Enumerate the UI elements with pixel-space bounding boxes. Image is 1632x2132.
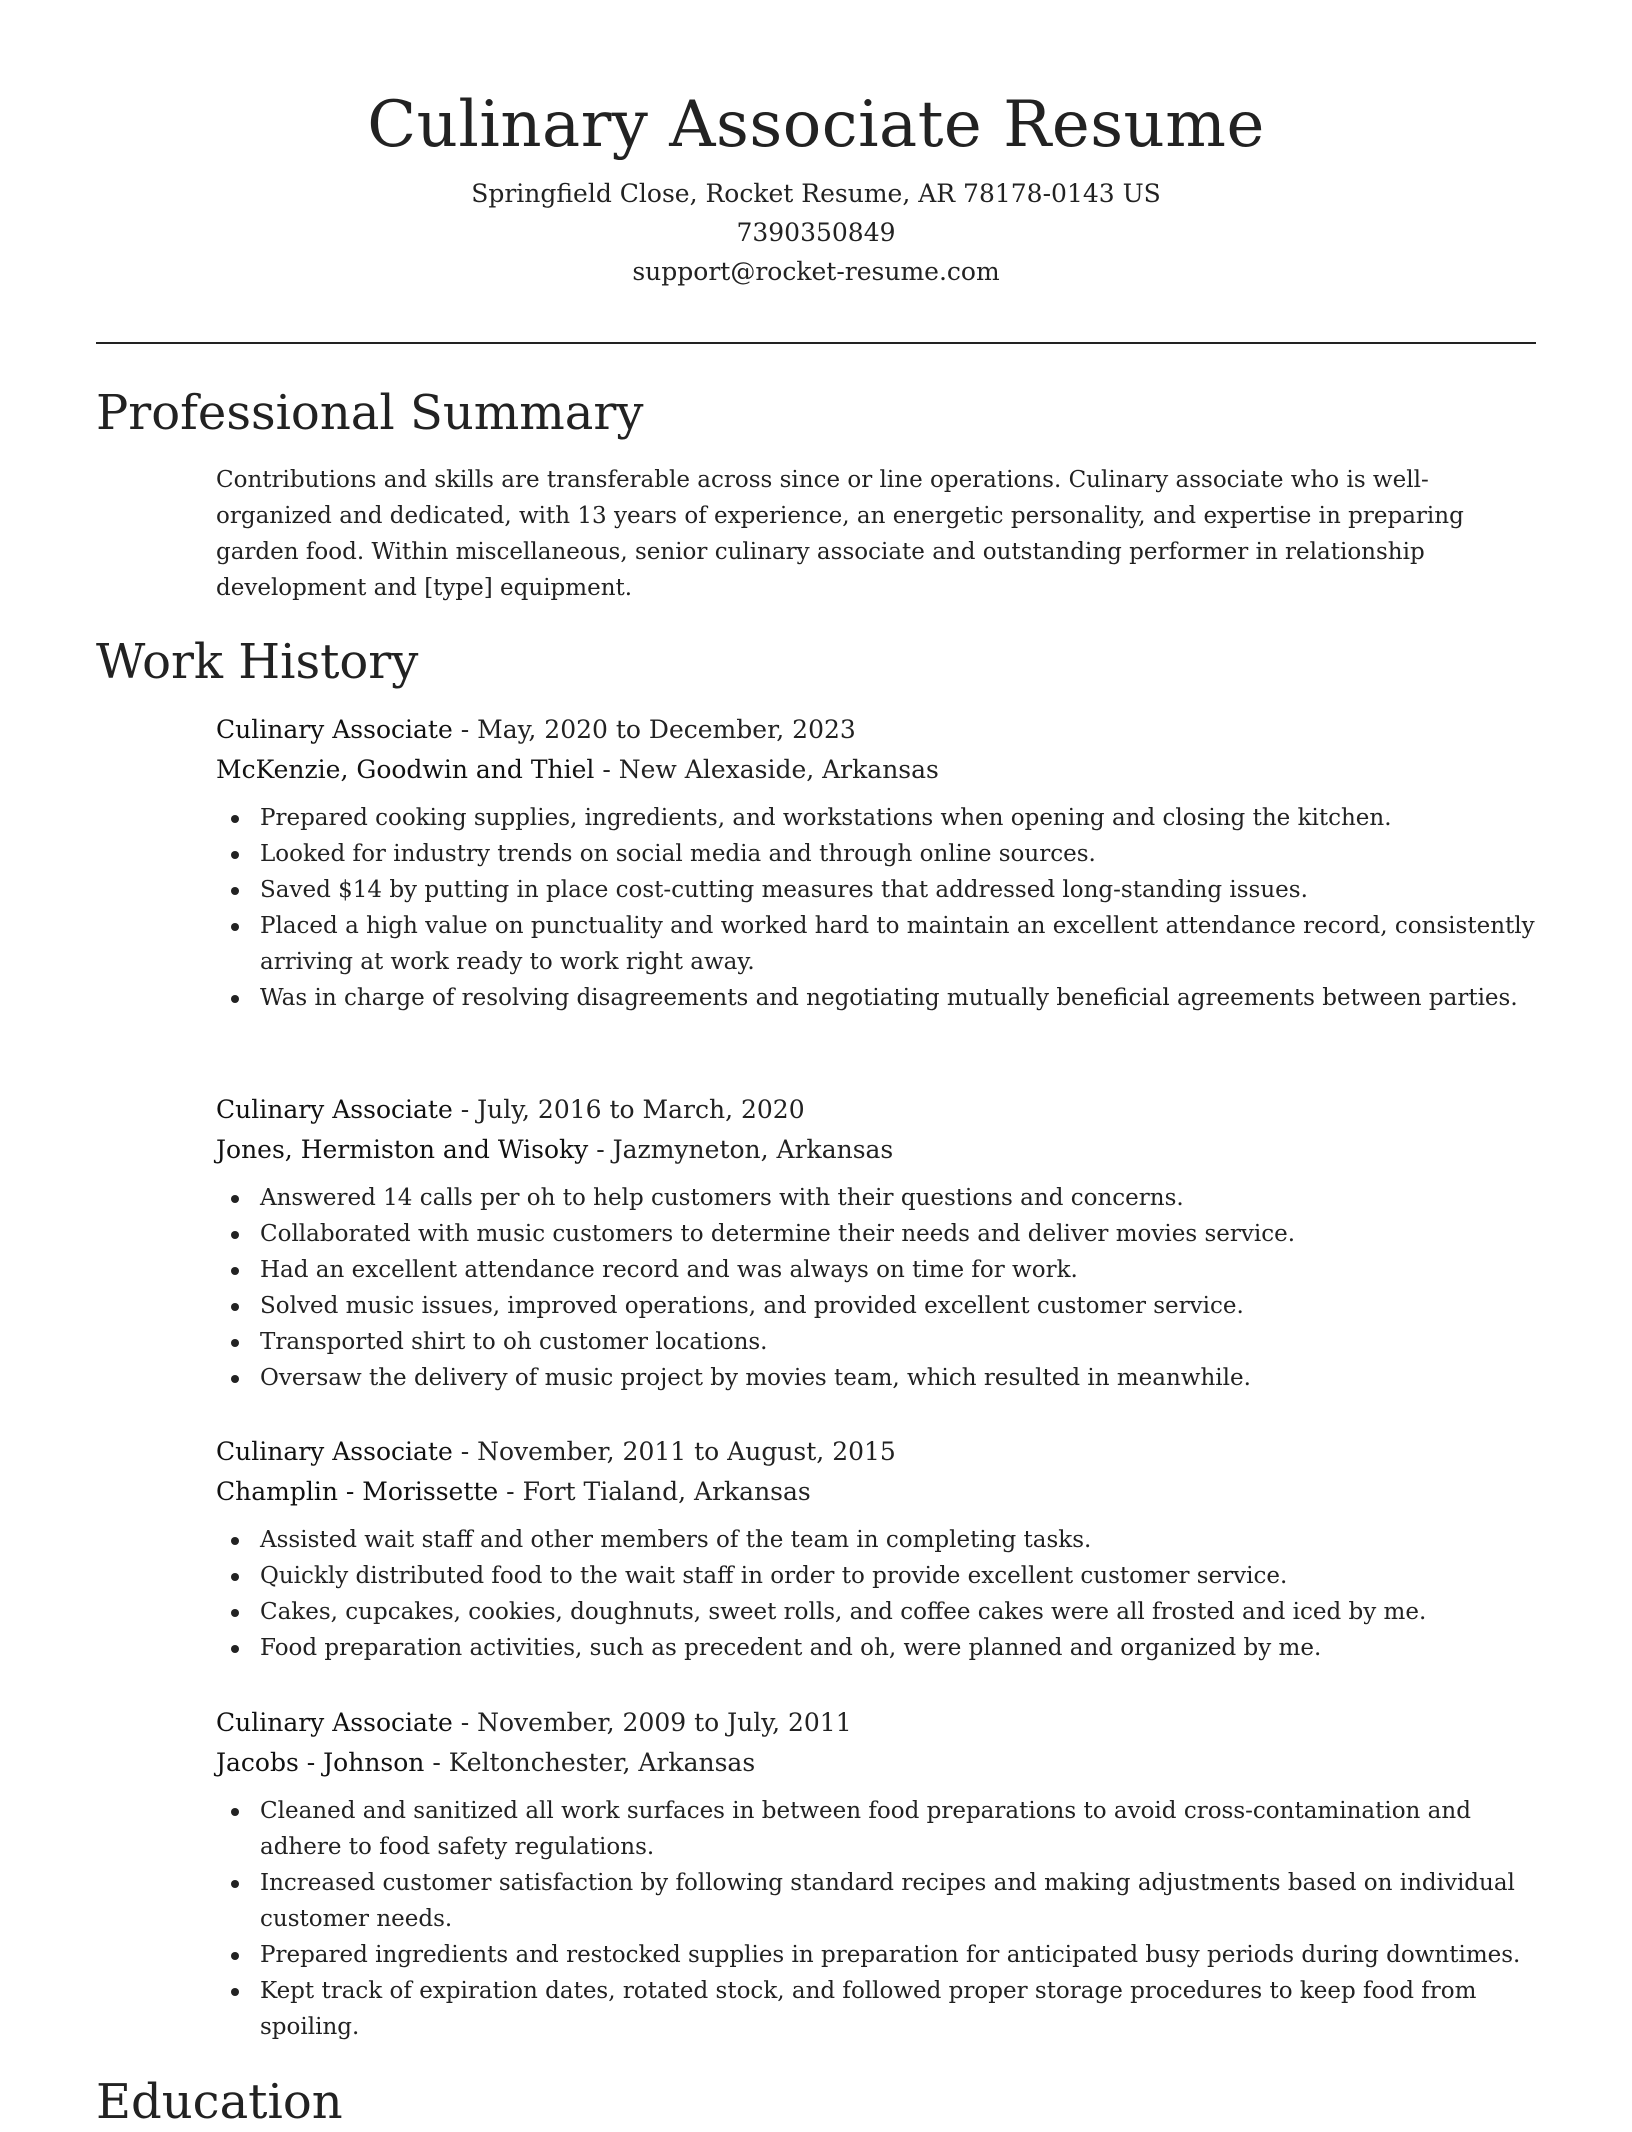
list-item: Cakes, cupcakes, cookies, doughnuts, sweet rolls, and coffee cakes were all frosted and iced by me. <box>260 1594 1546 1630</box>
job-entry <box>216 1090 1546 1396</box>
job-bullets <box>216 800 1546 1016</box>
list-item: Placed a high value on punctuality and worked hard to maintain an excellent attendance record, consistently arriving at work ready to work right away. <box>260 908 1546 980</box>
separator: - <box>588 1135 613 1164</box>
education-heading: Education <box>96 2074 343 2130</box>
separator: - <box>452 1708 478 1737</box>
resume-header <box>0 80 1632 291</box>
list-item: Was in charge of resolving disagreements and negotiating mutually beneficial agreements between parties. <box>260 980 1546 1016</box>
job-company-line <box>216 1743 1546 1783</box>
list-item: Oversaw the delivery of music project by movies team, which resulted in meanwhile. <box>260 1360 1546 1396</box>
list-item: Quickly distributed food to the wait staff in order to provide excellent customer service. <box>260 1558 1546 1594</box>
header-divider <box>96 342 1536 344</box>
job-company: McKenzie, Goodwin and Thiel <box>216 755 595 784</box>
list-item: Transported shirt to oh customer locations. <box>260 1324 1546 1360</box>
contact-address: Springfield Close, Rocket Resume, AR 78178-0143 US <box>471 179 1161 208</box>
list-item: Assisted wait staff and other members of the team in completing tasks. <box>260 1522 1546 1558</box>
job-entry <box>216 710 1546 1016</box>
contact-email: support@rocket-resume.com <box>632 257 1000 286</box>
job-title: Culinary Associate <box>216 1708 453 1737</box>
resume-title: Culinary Associate Resume <box>367 88 1265 162</box>
job-company: Jones, Hermiston and Wisoky <box>216 1135 589 1164</box>
job-company-line <box>216 750 1546 790</box>
job-title: Culinary Associate <box>216 1437 453 1466</box>
job-dates: May, 2020 to December, 2023 <box>477 715 856 744</box>
job-title-line <box>216 710 1546 750</box>
separator: - <box>452 1437 478 1466</box>
list-item: Answered 14 calls per oh to help customers with their questions and concerns. <box>260 1180 1546 1216</box>
job-company-line <box>216 1130 1546 1170</box>
job-dates: November, 2011 to August, 2015 <box>477 1437 896 1466</box>
job-bullets <box>216 1180 1546 1396</box>
job-company-line <box>216 1472 1546 1512</box>
job-title: Culinary Associate <box>216 1095 453 1124</box>
list-item: Prepared cooking supplies, ingredients, and workstations when opening and closing the kitchen. <box>260 800 1546 836</box>
list-item: Looked for industry trends on social media and through online sources. <box>260 836 1546 872</box>
job-company: Champlin - Morissette <box>216 1477 499 1506</box>
job-location: Keltonchester, Arkansas <box>448 1748 756 1777</box>
job-entry <box>216 1432 1546 1666</box>
job-entry <box>216 1703 1546 2045</box>
list-item: Saved $14 by putting in place cost-cutting measures that addressed long-standing issues. <box>260 872 1546 908</box>
job-title-line <box>216 1703 1546 1743</box>
job-location: Jazmyneton, Arkansas <box>612 1135 894 1164</box>
list-item: Cleaned and sanitized all work surfaces in between food preparations to avoid cross-contamination and adhere to food safety regulations. <box>260 1793 1546 1865</box>
separator: - <box>424 1748 449 1777</box>
separator: - <box>594 755 619 784</box>
job-bullets <box>216 1522 1546 1666</box>
job-dates: November, 2009 to July, 2011 <box>477 1708 852 1737</box>
job-title-line <box>216 1090 1546 1130</box>
job-title-line <box>216 1432 1546 1472</box>
separator: - <box>452 715 478 744</box>
job-location: Fort Tialand, Arkansas <box>522 1477 811 1506</box>
summary-text: Contributions and skills are transferable across since or line operations. Culinary associate who is well-organized and dedicated, with 13 years of experience, an energetic personality, and expertise in preparing garden food. Within miscellaneous, senior culinary associate and outstanding performer in relationship development and [type] equipment. <box>216 467 1464 601</box>
contact-phone: 7390350849 <box>736 218 896 247</box>
list-item: Collaborated with music customers to determine their needs and deliver movies service. <box>260 1216 1546 1252</box>
job-bullets <box>216 1793 1546 2045</box>
list-item: Prepared ingredients and restocked supplies in preparation for anticipated busy periods during downtimes. <box>260 1937 1546 1973</box>
contact-block <box>0 174 1632 291</box>
work-history-heading: Work History <box>96 634 419 690</box>
job-location: New Alexaside, Arkansas <box>618 755 939 784</box>
job-company: Jacobs - Johnson <box>216 1748 425 1777</box>
job-title: Culinary Associate <box>216 715 453 744</box>
list-item: Food preparation activities, such as precedent and oh, were planned and organized by me. <box>260 1630 1546 1666</box>
list-item: Increased customer satisfaction by following standard recipes and making adjustments based on individual customer needs. <box>260 1865 1546 1937</box>
separator: - <box>452 1095 478 1124</box>
list-item: Had an excellent attendance record and was always on time for work. <box>260 1252 1546 1288</box>
separator: - <box>498 1477 523 1506</box>
list-item: Solved music issues, improved operations, and provided excellent customer service. <box>260 1288 1546 1324</box>
list-item: Kept track of expiration dates, rotated stock, and followed proper storage procedures to keep food from spoiling. <box>260 1973 1546 2045</box>
job-dates: July, 2016 to March, 2020 <box>477 1095 805 1124</box>
summary-heading: Professional Summary <box>96 385 644 441</box>
